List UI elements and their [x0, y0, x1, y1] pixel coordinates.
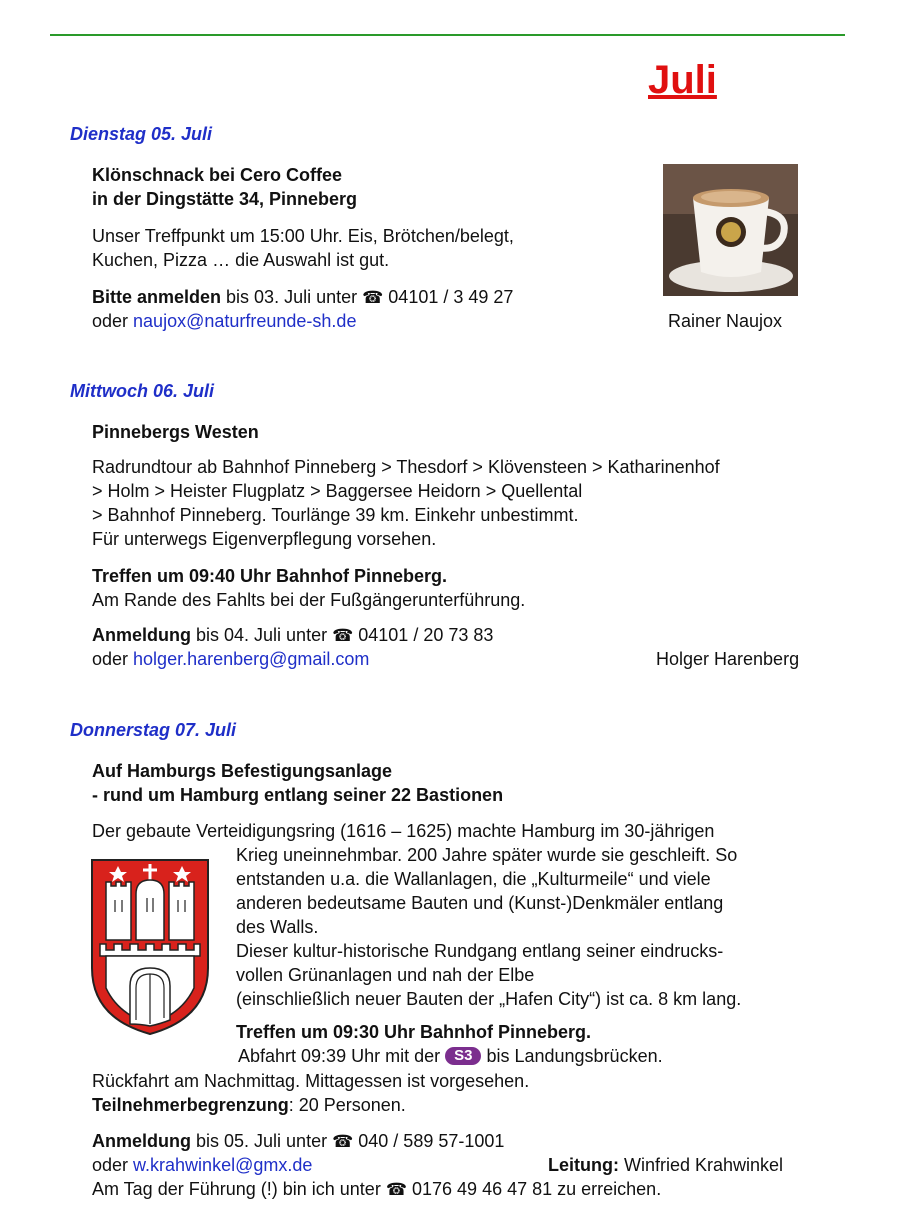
telephone-icon: ☎ — [332, 626, 354, 645]
event-2-title: Pinnebergs Westen — [92, 422, 259, 442]
top-divider-line — [50, 34, 845, 36]
departure-destination: bis Landungsbrücken. — [481, 1046, 663, 1066]
event-1-leader: Rainer Naujox — [668, 311, 783, 331]
phone-number: 040 / 589 57-1001 — [353, 1131, 505, 1151]
leader-name: Winfried Krahwinkel — [618, 1155, 784, 1175]
or-text: oder — [92, 649, 134, 669]
event-3-leader — [548, 1153, 783, 1177]
event-1-email-line — [92, 309, 356, 333]
event-1-title-line-2: in der Dingstätte 34, Pinneberg — [92, 189, 358, 209]
event-3-desc-line-1: Krieg uneinnehmbar. 200 Jahre später wurde sie geschleift. So — [236, 845, 738, 865]
event-2-meeting: Treffen um 09:40 Uhr Bahnhof Pinneberg. — [92, 566, 448, 586]
event-2-desc-line-2: > Holm > Heister Flugplatz > Baggersee Heidorn > Quellental — [92, 481, 583, 501]
telephone-icon: ☎ — [385, 1180, 407, 1199]
event-3-desc-line-5: Dieser kultur-historische Rundgang entlang seiner eindrucks- — [236, 941, 724, 961]
tour-day-phone: 0176 49 46 47 81 zu erreichen. — [407, 1179, 662, 1199]
event-3-desc-line-2: entstanden u.a. die Wallanlagen, die „Kulturmeile“ und viele — [236, 869, 711, 889]
telephone-icon: ☎ — [362, 288, 384, 307]
registration-label: Anmeldung — [92, 625, 191, 645]
event-3-desc-line-4: des Walls. — [236, 917, 319, 937]
or-text: oder — [92, 311, 134, 331]
event-1-desc-line-1: Unser Treffpunkt um 15:00 Uhr. Eis, Brötchen/belegt, — [92, 226, 514, 246]
event-1-title-line-1: Klönschnack bei Cero Coffee — [92, 165, 343, 185]
event-3-email-line — [92, 1153, 312, 1177]
event-2-desc-line-3: > Bahnhof Pinneberg. Tourlänge 39 km. Einkehr unbestimmt. — [92, 505, 579, 525]
event-3-desc-line-6: vollen Grünanlagen und nah der Elbe — [236, 965, 535, 985]
event-3-limit — [92, 1093, 406, 1117]
email-link[interactable]: w.krahwinkel@gmx.de — [133, 1155, 313, 1175]
tour-day-text: Am Tag der Führung (!) bin ich unter — [92, 1179, 386, 1199]
event-1-date: Dienstag 05. Juli — [70, 124, 213, 144]
event-3-meeting: Treffen um 09:30 Uhr Bahnhof Pinneberg. — [236, 1022, 592, 1042]
phone-number: 04101 / 3 49 27 — [383, 287, 514, 307]
registration-label: Anmeldung — [92, 1131, 191, 1151]
email-link[interactable]: holger.harenberg@gmail.com — [133, 649, 370, 669]
departure-text: Abfahrt 09:39 Uhr mit der — [238, 1046, 446, 1066]
event-2-leader: Holger Harenberg — [656, 649, 800, 669]
limit-text: : 20 Personen. — [288, 1095, 406, 1115]
event-2-meeting-detail: Am Rande des Fahlts bei der Fußgängerunterführung. — [92, 590, 526, 610]
event-1-registration — [92, 285, 513, 310]
registration-text: bis 04. Juli unter — [191, 625, 333, 645]
event-3-desc-line-7: (einschließlich neuer Bauten der „Hafen City“) ist ca. 8 km lang. — [236, 989, 742, 1009]
registration-label: Bitte anmelden — [92, 287, 222, 307]
event-2-email-line — [92, 647, 369, 671]
event-1-desc-line-2: Kuchen, Pizza … die Auswahl ist gut. — [92, 250, 390, 270]
event-2-desc-line-1: Radrundtour ab Bahnhof Pinneberg > Thesdorf > Klövensteen > Katharinenhof — [92, 457, 720, 477]
coffee-cup-photo — [663, 164, 798, 296]
s-bahn-s3-badge: S3 — [445, 1047, 481, 1065]
leader-label: Leitung: — [548, 1155, 619, 1175]
registration-text: bis 05. Juli unter — [191, 1131, 333, 1151]
hamburg-coat-of-arms-icon — [90, 858, 210, 1036]
phone-number: 04101 / 20 73 83 — [353, 625, 494, 645]
event-3-tour-day-contact — [92, 1177, 661, 1202]
registration-text: bis 03. Juli unter — [221, 287, 363, 307]
event-3-title-line-1: Auf Hamburgs Befestigungsanlage — [92, 761, 393, 781]
month-heading: Juli — [648, 58, 717, 102]
event-2-desc-line-4: Für unterwegs Eigenverpflegung vorsehen. — [92, 529, 437, 549]
or-text: oder — [92, 1155, 134, 1175]
event-3-desc-line-3: anderen bedeutsame Bauten und (Kunst-)Denkmäler entlang — [236, 893, 724, 913]
email-link[interactable]: naujox@naturfreunde-sh.de — [133, 311, 357, 331]
event-3-title-line-2: - rund um Hamburg entlang seiner 22 Bastionen — [92, 785, 504, 805]
event-3-desc-line-0: Der gebaute Verteidigungsring (1616 – 1625) machte Hamburg im 30-jährigen — [92, 821, 715, 841]
event-3-registration — [92, 1129, 504, 1154]
event-2-registration — [92, 623, 493, 648]
event-2-date: Mittwoch 06. Juli — [70, 381, 215, 401]
limit-label: Teilnehmerbegrenzung — [92, 1095, 289, 1115]
telephone-icon: ☎ — [332, 1132, 354, 1151]
event-3-departure — [238, 1044, 663, 1068]
event-3-return: Rückfahrt am Nachmittag. Mittagessen ist vorgesehen. — [92, 1071, 530, 1091]
event-3-date: Donnerstag 07. Juli — [70, 720, 237, 740]
